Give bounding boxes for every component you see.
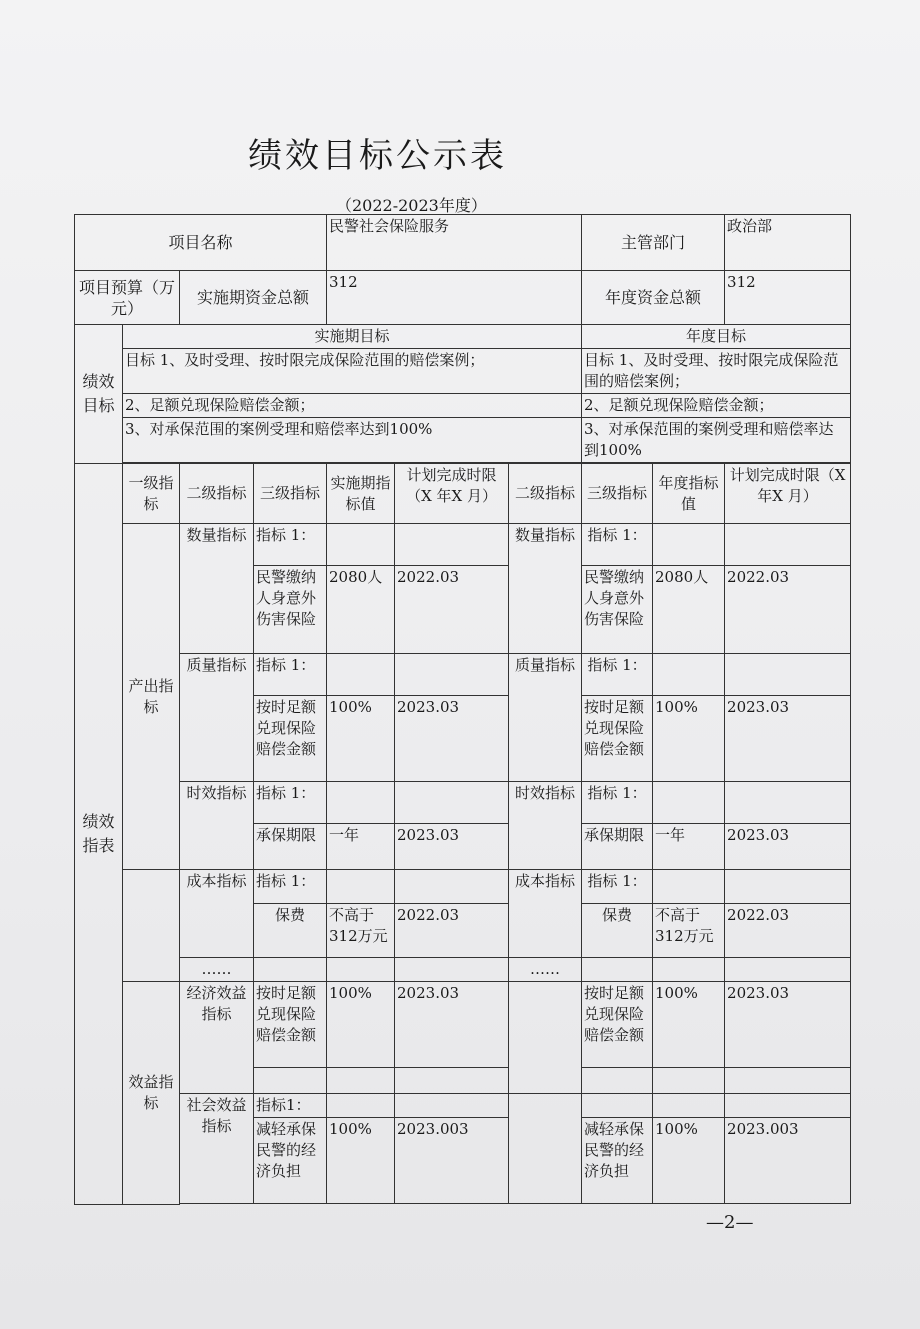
annual-funds-label: 年度资金总额 <box>582 271 725 325</box>
quantity-value-annual: 2080人 <box>653 566 725 654</box>
row-goal-1 <box>75 349 851 394</box>
annual-goal-2: 2、足额兑现保险赔偿金额； <box>582 394 851 418</box>
row-goal-2 <box>75 394 851 418</box>
timeliness-label: 时效指标 <box>180 782 254 870</box>
annual-goal-3: 3、对承保范围的案例受理和赔偿率达到100% <box>582 418 851 463</box>
quantity-label-annual: 数量指标 <box>509 524 582 654</box>
row-project-name <box>75 215 851 271</box>
economic-item: 按时足额兑现保险赔偿金额 <box>254 982 327 1068</box>
quality-value-annual: 100% <box>653 696 725 782</box>
cost-placeholder-annual: 指标 1： <box>582 870 653 904</box>
page-number: —2— <box>706 1212 754 1233</box>
dept-value: 政治部 <box>725 215 851 271</box>
quality-item: 按时足额兑现保险赔偿金额 <box>254 696 327 782</box>
annual-goal-1: 目标 1、及时受理、按时限完成保险范围的赔偿案例； <box>582 349 851 394</box>
ellipsis-annual: …… <box>509 958 582 982</box>
fiscal-year: （2022-2023年度） <box>336 196 487 215</box>
head-deadline-annual: 计划完成时限（X 年X 月） <box>725 464 851 524</box>
page-title: 绩效目标公示表 <box>248 136 507 176</box>
social-placeholder: 指标1： <box>254 1094 327 1118</box>
timeliness-placeholder: 指标 1： <box>254 782 327 824</box>
quality-date-annual: 2023.03 <box>725 696 851 782</box>
annual-funds-value: 312 <box>725 271 851 325</box>
goals-side-label: 绩效目标 <box>75 325 123 464</box>
row-goal-3 <box>75 418 851 463</box>
annual-goal-head: 年度目标 <box>582 325 851 349</box>
quality-placeholder-annual: 指标 1： <box>582 654 653 696</box>
head-level3: 三级指标 <box>254 464 327 524</box>
period-goal-head: 实施期目标 <box>123 325 582 349</box>
row-ellipsis <box>75 958 851 982</box>
dept-label: 主管部门 <box>582 215 725 271</box>
project-name-value: 民警社会保险服务 <box>327 215 582 271</box>
head-level3-annual: 三级指标 <box>582 464 653 524</box>
economic-label: 经济效益指标 <box>180 982 254 1094</box>
row-goal-heads <box>75 325 851 349</box>
quantity-item-annual: 民警缴纳人身意外伤害保险 <box>582 566 653 654</box>
performance-table <box>74 214 851 1205</box>
row-budget <box>75 271 851 325</box>
quantity-date: 2022.03 <box>395 566 509 654</box>
social-item: 减轻承保民警的经济负担 <box>254 1118 327 1204</box>
row-timeliness-placeholder <box>75 782 851 824</box>
social-item-annual: 减轻承保民警的经济负担 <box>582 1118 653 1204</box>
period-goal-2: 2、足额兑现保险赔偿金额； <box>123 394 582 418</box>
quality-item-annual: 按时足额兑现保险赔偿金额 <box>582 696 653 782</box>
total-funds-label: 实施期资金总额 <box>180 271 327 325</box>
quality-date: 2023.03 <box>395 696 509 782</box>
timeliness-label-annual: 时效指标 <box>509 782 582 870</box>
social-value-annual: 100% <box>653 1118 725 1204</box>
economic-value: 100% <box>327 982 395 1068</box>
quantity-placeholder: 指标 1： <box>254 524 327 566</box>
total-funds-value: 312 <box>327 271 582 325</box>
ellipsis: …… <box>180 958 254 982</box>
social-label: 社会效益指标 <box>180 1094 254 1204</box>
indicators-side-label: 绩效指表 <box>75 464 123 1205</box>
social-value: 100% <box>327 1118 395 1204</box>
project-name-label: 项目名称 <box>75 215 327 271</box>
row-indicator-head <box>75 464 851 524</box>
cost-label: 成本指标 <box>180 870 254 958</box>
cost-label-annual: 成本指标 <box>509 870 582 958</box>
timeliness-date: 2023.03 <box>395 824 509 870</box>
cost-value-annual: 不高于312万元 <box>653 904 725 958</box>
timeliness-item-annual: 承保期限 <box>582 824 653 870</box>
output-label: 产出指标 <box>123 524 180 870</box>
economic-item-annual: 按时足额兑现保险赔偿金额 <box>582 982 653 1068</box>
period-goal-3: 3、对承保范围的案例受理和赔偿率达到100% <box>123 418 582 463</box>
quantity-date-annual: 2022.03 <box>725 566 851 654</box>
row-quantity-placeholder <box>75 524 851 566</box>
quantity-item: 民警缴纳人身意外伤害保险 <box>254 566 327 654</box>
head-deadline: 计划完成时限（X 年X 月） <box>395 464 509 524</box>
cost-date: 2022.03 <box>395 904 509 958</box>
social-date: 2023.003 <box>395 1118 509 1204</box>
row-cost-placeholder <box>75 870 851 904</box>
cost-value: 不高于312万元 <box>327 904 395 958</box>
quantity-placeholder-annual: 指标 1： <box>582 524 653 566</box>
cost-placeholder: 指标 1： <box>254 870 327 904</box>
head-level1: 一级指标 <box>123 464 180 524</box>
quality-label: 质量指标 <box>180 654 254 782</box>
head-level2: 二级指标 <box>180 464 254 524</box>
economic-date-annual: 2023.03 <box>725 982 851 1068</box>
economic-value-annual: 100% <box>653 982 725 1068</box>
quality-label-annual: 质量指标 <box>509 654 582 782</box>
quality-value: 100% <box>327 696 395 782</box>
cost-item-annual: 保费 <box>582 904 653 958</box>
cost-item: 保费 <box>254 904 327 958</box>
row-economic <box>75 982 851 1068</box>
quantity-value: 2080人 <box>327 566 395 654</box>
head-level2-annual: 二级指标 <box>509 464 582 524</box>
head-period-value: 实施期指标值 <box>327 464 395 524</box>
benefit-label: 效益指标 <box>123 982 180 1205</box>
period-goal-1: 目标 1、及时受理、按时限完成保险范围的赔偿案例； <box>123 349 582 394</box>
timeliness-item: 承保期限 <box>254 824 327 870</box>
quantity-label: 数量指标 <box>180 524 254 654</box>
timeliness-value-annual: 一年 <box>653 824 725 870</box>
economic-date: 2023.03 <box>395 982 509 1068</box>
cost-date-annual: 2022.03 <box>725 904 851 958</box>
social-date-annual: 2023.003 <box>725 1118 851 1204</box>
quality-placeholder: 指标 1： <box>254 654 327 696</box>
timeliness-date-annual: 2023.03 <box>725 824 851 870</box>
head-annual-value: 年度指标值 <box>653 464 725 524</box>
row-quality-placeholder <box>75 654 851 696</box>
timeliness-value: 一年 <box>327 824 395 870</box>
row-social-placeholder <box>75 1094 851 1118</box>
timeliness-placeholder-annual: 指标 1： <box>582 782 653 824</box>
budget-label: 项目预算（万元） <box>75 271 180 325</box>
